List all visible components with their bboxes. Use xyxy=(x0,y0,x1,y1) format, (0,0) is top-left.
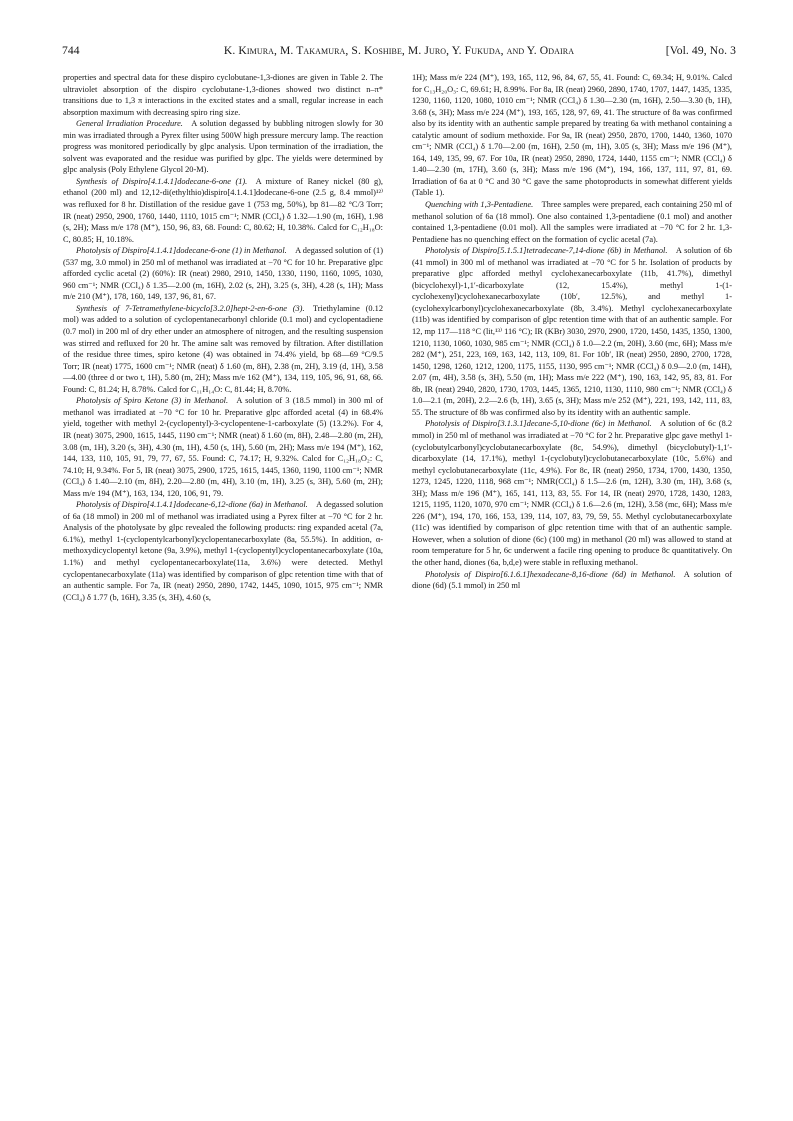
section-heading: Photolysis of Dispiro[6.1.6.1]hexadecane-8,16-dione (6d) in Methanol. xyxy=(425,569,676,579)
paragraph xyxy=(412,245,732,418)
paragraph xyxy=(63,72,383,118)
left-column xyxy=(63,72,383,603)
section-heading: Photolysis of Dispiro[3.1.3.1]decane-5,10-dione (6c) in Methanol. xyxy=(425,419,652,429)
paragraph xyxy=(63,395,383,499)
paragraph xyxy=(63,303,383,395)
paragraph-text: A solution of 6b (41 mmol) in 300 ml of methanol was irradiated at −70 °C for 5 hr. Isolation of products by preparative glpc afforded methyl cyclohexanecarboxylate (11b, 41.7%), dimethyl (bicyclohexyl)-1,1′-dicarboxylate (12, 15.4%), methyl 1-(1-cyclohexenyl)cyclohexanecarboxylate (10b′, 12.5%), and methyl 1-(cyclohexylcarbonyl)cyclohexanecarboxylate (8b, 3.4%). Methyl cyclohexanecarboxylate (11b) was identified by comparison of glpc retention time with that of an authentic sample. For 12, mp 117—118 °C (lit,¹³⁾ 116 °C); IR (KBr) 3030, 2970, 2900, 1720, 1450, 1435, 1350, 1300, 1210, 1130, 1060, 1030, 985 cm⁻¹; NMR (CCl₄) δ 1.0—2.2 (m, 20H), 3.60 (mc, 6H); Mass m/e 282 (M⁺), 251, 223, 169, 163, 142, 113, 109, 81. For 10b′, IR (neat) 2950, 2890, 2700, 1728, 1450, 1298, 1260, 1212, 1200, 1175, 1155, 1130, 995 cm⁻¹; NMR (CCl₄) δ 0.9—2.0 (m, 14H), 2.07 (m, 4H), 3.58 (s, 3H), 5.50 (m, 1H); Mass m/e 222 (M⁺), 190, 163, 142, 95, 83, 81. For 8b, IR (neat) 2940, 2820, 1730, 1703, 1445, 1365, 1210, 1130, 1110, 980 cm⁻¹; NMR (CCl₄) δ 1.0—2.1 (m, 20H), 2.2—2.6 (b, 1H), 3.65 (s, 3H); Mass m/e 252 (M⁺), 221, 193, 142, 111, 83, 55. The structure of 8b was confirmed also by its identity with an authentic sample. xyxy=(412,246,732,417)
paragraph xyxy=(412,199,732,245)
paragraph-text: A degassed solution of (1) (537 mg, 3.0 mmol) in 250 ml of methanol was irradiated at −70 °C for 10 hr. Preparative glpc afforded cyclic acetal (2) (60%): IR (neat) 2980, 2910, 1450, 1330, 1190, 1160, 1095, 1030, 960 cm⁻¹; NMR (CCl₄) δ 1.35—2.00 (m, 16H), 2.02 (s, 2H), 3.25 (s, 3H), 4.28 (s, 1H); Mass m/e 210 (M⁺), 178, 160, 149, 137, 96, 81, 67. xyxy=(63,246,383,302)
right-column xyxy=(412,72,732,592)
paragraph xyxy=(63,176,383,245)
page-number: 744 xyxy=(62,44,80,57)
volume-info: [Vol. 49, No. 3 xyxy=(665,44,736,57)
paragraph xyxy=(63,499,383,603)
author-line: K. Kimura, M. Takamura, S. Koshibe, M. Juro, Y. Fukuda, and Y. Odaira xyxy=(223,44,575,57)
running-header xyxy=(62,44,736,62)
paragraph xyxy=(63,245,383,303)
section-heading: Quenching with 1,3-Pentadiene. xyxy=(425,200,534,210)
paragraph-text: 1H); Mass m/e 224 (M⁺), 193, 165, 112, 96, 84, 67, 55, 41. Found: C, 69.34; H, 9.01%. Calcd for C₁₃H₂₀O₃: C, 69.61; H, 8.99%. For 8a, IR (neat) 2960, 2890, 1740, 1707, 1447, 1435, 1335, 1230, 1160, 1120, 1080, 1010 cm⁻¹; NMR (CCl₄) δ 1.30—2.30 (m, 16H), 2.50—3.30 (b, 1H), 3.68 (s, 3H); Mass m/e 224 (M⁺), 193, 165, 128, 97, 69, 41. The structure of 8a was confirmed also by its identity with an authentic sample prepared by treating 6a with methanol containing a catalytic amount of sodium methoxide. For 9a, IR (neat) 2950, 2870, 1700, 1440, 1360, 1070 cm⁻¹; NMR (CCl₄) δ 1.70—2.00 (m, 16H), 2.50 (m, 1H), 3.05 (s, 3H); Mass m/e 196 (M⁺), 164, 149, 135, 99, 67. For 10a, IR (neat) 2950, 2890, 1724, 1440, 1155 cm⁻¹; NMR (CCl₄) δ 1.40—2.30 (m, 17H), 3.60 (s, 3H); Mass m/e 196 (M⁺), 194, 166, 137, 111, 97, 81, 69. Irradiation of 6a at 0 °C and 30 °C gave the same photoproducts in somewhat different yields (Table 1). xyxy=(412,73,732,198)
section-heading: Synthesis of Dispiro[4.1.4.1]dodecane-6-one (1). xyxy=(76,176,248,186)
paragraph-text: A solution of 6c (8.2 mmol) in 250 ml of methanol was irradiated at −70 °C for 2 hr. Preparative glpc gave methyl 1-(cyclobutylcarbonyl)cyclobutanecarboxylate (8c, 54.9%), dimethyl (bicyclobutyl)-1,1′-dicarboxylate (14, 17.1%), methyl 1-(cyclobutyl)cyclobutanecarboxylate (10c, 5.6%) and methyl cyclobutanecarboxylate (11c, 4.9%). For 8c, IR (neat) 2950, 1734, 1700, 1430, 1350, 1273, 1245, 1220, 1118, 968 cm⁻¹; NMR(CCl₄) δ 1.5—2.6 (m, 12H), 3.30 (m, 1H), 3.68 (s, 3H); Mass m/e 196 (M⁺), 165, 141, 113, 83, 55. For 14, IR (neat) 2970, 1728, 1430, 1283, 1215, 1195, 1120, 1070, 970 cm⁻¹; NMR (CCl₄) δ 1.6—2.6 (m, 12H), 3.58 (mc, 6H); Mass m/e 226 (M⁺), 194, 170, 166, 153, 139, 114, 107, 83, 79, 59, 55. Methyl cyclobutanecarboxylate (11c) was identified by comparison of glpc retention time with that of an authentic sample. However, when a solution of dione (6c) (100 mg) in methanol (20 ml) was allowed to stand at room temperature for 5 hr, 6c underwent a facile ring opening to produce 8c quantitatively. On the other hand, diones (6a, b,d,e) were stable in refluxing methanol. xyxy=(412,419,732,567)
section-heading: Photolysis of Dispiro[5.1.5.1]tetradecane-7,14-dione (6b) in Methanol. xyxy=(425,246,668,256)
paragraph-text: A mixture of Raney nickel (80 g), ethanol (200 ml) and 12,12-di(ethylthio)dispiro[4.1.4.1]dodecane-6-one (2.5 g, 8.4 mmol)¹²⁾ was refluxed for 8 hr. Distillation of the residue gave 1 (753 mg, 50%), bp 81—82 °C/3 Torr; IR (neat) 2950, 2900, 1760, 1440, 1110, 1015 cm⁻¹; NMR (CCl₄) δ 1.32—1.90 (m, 16H), 1.98 (s, 2H); Mass m/e 178 (M⁺), 150, 96, 83, 68. Found: C, 80.62; H, 10.38%. Calcd for C₁₂H₁₈O: C, 80.85; H, 10.18%. xyxy=(63,176,383,244)
section-heading: Photolysis of Dispiro[4.1.4.1]dodecane-6,12-dione (6a) in Methanol. xyxy=(76,500,308,510)
paragraph-text: Triethylamine (0.12 mol) was added to a solution of cyclopentanecarbonyl chloride (0.1 mol) and cyclopentadiene (0.7 mol) in 200 ml of dry ether under an atmosphere of nitrogen, and the resulting suspension was stirred and refluxed for 20 hr. The amine salt was removed by filtration. After distillation of the residue three times, spiro ketone (4) was obtained in 74.4% yield, bp 68—69 °C/9.5 Torr; IR (neat) 1775, 1600 cm⁻¹; NMR (neat) δ 1.60 (m, 8H), 2.38 (m, 2H), 3.19 (d, 1H), 3.58—4.00 (three d or two t, 1H), 5.80 (m, 2H); Mass m/e 162 (M⁺), 134, 119, 105, 96, 91, 68, 66. Found: C, 81.24; H, 8.78%. Calcd for C₁₁H₁₄O: C, 81.44; H, 8.70%. xyxy=(63,303,384,394)
paragraph-text: Three samples were prepared, each containing 250 ml of methanol solution of 6a (18 mmol). One also contained 1,3-pentadiene (0.1 mol) and another contained 1,3-pentadiene (0.01 mol). All the samples were irradiated at −70 °C for 2 hr. 1,3-Pentadiene has no quenching effect on the formation of cyclic acetal (7a). xyxy=(412,200,733,244)
paragraph-text: A solution degassed by bubbling nitrogen slowly for 30 min was irradiated through a Pyrex filter using 500W high pressure mercury lamp. The reaction progress was monitored periodically by glpc analysis. Upon termination of the irradiation, the solvent was evaporated and the residue was purified by glpc. The yields were determined by glpc analysis (Poly Ethylene Glycol 20-M). xyxy=(63,119,383,175)
paragraph-text: A solution of dione (6d) (5.1 mmol) in 250 ml xyxy=(412,569,732,591)
section-heading: Synthesis of 7-Tetramethylene-bicyclo[3.2.0]hept-2-en-6-one (3). xyxy=(76,303,305,313)
section-heading: Photolysis of Spiro Ketone (3) in Methanol. xyxy=(76,396,229,406)
paragraph-text: properties and spectral data for these dispiro cyclobutane-1,3-diones are given in Table 2. The ultraviolet absorption of the dispiro cyclobutane-1,3-diones showed two distinct n–π* transitions due to 1,3 π interactions in the excited states and a small, regular increase in each absorption maximum with decreasing spiro ring size. xyxy=(63,73,383,117)
section-heading: Photolysis of Dispiro[4.1.4.1]dodecane-6-one (1) in Methanol. xyxy=(76,246,287,256)
paragraph-text: A degassed solution of 6a (18 mmol) in 200 ml of methanol was irradiated using a Pyrex filter at −70 °C for 2 hr. Analysis of the photolysate by glpc revealed the following products: ring expanded acetal (7a, 6.1%), methyl 1-(cyclopentylcarbonyl)cyclopentanecarboxylate (8a, 55.5%). In addition, α-methoxydicyclopentyl ketone (9a, 3.9%), methyl 1-(cyclopentyl)cyclopentanecarboxylate (10a, 1.1%) and methyl cyclopentanecarboxylate(11a, 3.6%) were detected. Methyl cyclopentanecarboxylate (11a) was identified by comparison of glpc retention time with that of an authentic sample. For 7a, IR (neat) 2950, 2890, 1742, 1445, 1090, 1015, 975 cm⁻¹; NMR (CCl₄) δ 1.77 (b, 16H), 3.35 (s, 3H), 4.60 (s, xyxy=(63,500,384,602)
section-heading: General Irradiation Procedure. xyxy=(76,119,183,129)
paragraph xyxy=(412,569,732,592)
paragraph xyxy=(412,72,732,199)
paragraph-text: A solution of 3 (18.5 mmol) in 300 ml of methanol was irradiated at −70 °C for 10 hr. Preparative glpc afforded acetal (4) in 68.4% yield, together with methyl 2-(cyclopentyl)-3-cyclopentene-1-carboxylate (5) (13.2%). For 4, IR (neat) 3075, 2900, 1615, 1445, 1190 cm⁻¹; NMR (neat) δ 1.60 (m, 8H), 2.48—2.80 (m, 2H), 3.08 (m, 1H), 3.20 (s, 3H), 4.30 (m, 1H), 4.50 (s, 1H), 5.60 (m, 2H); Mass m/e 194 (M⁺), 162, 144, 133, 110, 105, 91, 79, 77, 67, 55. Found: C, 74.17; H, 9.32%. Calcd for C₁₂H₁₈O₂: C, 74.10; H, 9.34%. For 5, IR (neat) 3075, 2900, 1725, 1615, 1445, 1360, 1190, 1100 cm⁻¹; NMR (CCl₄) δ 1.40—2.10 (m, 8H), 2.20—2.80 (m, 4H), 3.10 (m, 1H), 3.25 (s, 3H), 5.60 (m, 2H); Mass m/e 194 (M⁺), 163, 134, 120, 106, 91, 79. xyxy=(63,396,383,498)
paragraph xyxy=(63,118,383,176)
paragraph xyxy=(412,418,732,568)
